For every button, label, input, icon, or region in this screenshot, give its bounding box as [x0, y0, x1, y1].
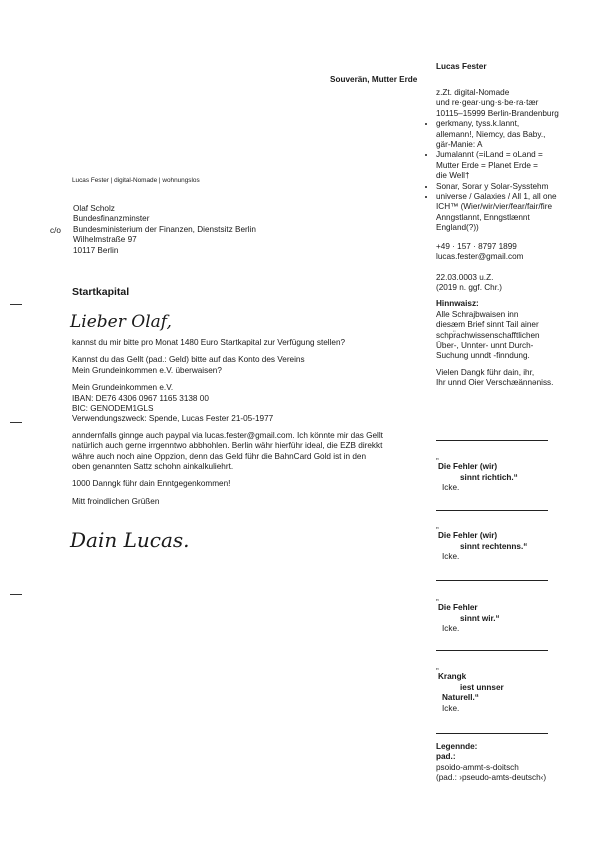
- salutation: Lieber Olaf,: [70, 312, 172, 332]
- fold-mark-top: [10, 304, 22, 305]
- letter-body: kannst du mir bitte pro Monat 1480 Euro Startkapital zur Verfügung stellen? Kannst du das Gellt (pad.: Geld) bitte auf das Konto des Vereins Mein Grundeinkommen e.V. überwaisen? Mein Grundeinkommen e.V. IBAN: DE76 4306 0967 1165 3138 00 BIC: GENODEM1GLS Verwendungszweck: Spende, Lucas Fester 21-05-1977 anndernfalls ginnge auch paypal via lucas.fester@gmail.com. Ich könnte mir das Gellt natürlich auch gerne irrgenntwo abbhohlen. Berlin währ hierführ ideal, die EZB direkkt währe auch noch aine Oppzion, denn das Geld führ die BahnCard Gold ist in den oben genannten Sattz schohn ainkalkuliehrt. 1000 Danngk führ dain Enntgegenkommen! Mitt froindlichen Grüßen: [72, 338, 383, 506]
- quote-block: „ Die Fehler (wir) sinnt richtich.“ Icke.: [436, 452, 518, 493]
- email-address: lucas.fester@gmail.com: [436, 252, 524, 262]
- letter-date: 22.03.0003 u.Z.: [436, 272, 494, 282]
- address-line: z.Zt. digital-Nomade: [436, 88, 510, 97]
- fold-mark-middle: [10, 422, 22, 423]
- quote-block: „ Die Fehler (wir) sinnt rechtenns.“ Icke.: [436, 521, 528, 562]
- divider: [436, 440, 548, 441]
- phone-number: +49 · 157 · 8797 1899: [436, 241, 517, 251]
- address-line: 10115–15999 Berlin-Brandenburg: [436, 108, 559, 118]
- subject-line-header: Souverän, Mutter Erde: [330, 75, 418, 84]
- bullet-item: • Sonar, Sorar y Solar-Sysstehm: [436, 182, 559, 192]
- thanks-line: Ihr unnd Oier Verschæännəniss.: [436, 378, 554, 388]
- paragraph: kannst du mir bitte pro Monat 1480 Euro Startkapital zur Verfügung stellen?: [72, 338, 346, 347]
- address-line: und re·gear·ung·s·be·ra·tær: [436, 98, 539, 108]
- divider: [436, 650, 548, 651]
- thanks-line: Vielen Dangk führ dain, ihr,: [436, 367, 535, 377]
- bullet-item: • universe / Galaxies / All 1, all one ICH™ (Wier/wir/vier/fear/fair/fire Anngstlannt, Enngstlænnt England(?)): [436, 192, 559, 234]
- legend: Legennde: pad.: psoido-ammt-s-doitsch (pad.: ›pseudo-amts-deutsch‹): [436, 742, 547, 783]
- legend-title: Legennde:: [436, 742, 478, 751]
- divider: [436, 580, 548, 581]
- closing: Mitt froindlichen Grüßen: [72, 496, 160, 506]
- hint-title: Hinnwaisz:: [436, 299, 479, 309]
- letter-date-note: (2019 n. ggf. Chr.): [436, 282, 502, 292]
- quote-block: „ Die Fehler sinnt wir.“ Icke.: [436, 593, 500, 634]
- recipient-address: Olaf Scholz Bundesfinanzminster Bundesministerium der Finanzen, Dienstsitz Berlin Wilhelmstraße 97 10117 Berlin: [73, 204, 256, 255]
- sender-bullets: [422, 119, 559, 233]
- divider: [436, 510, 548, 511]
- sender-info: z.Zt. digital-Nomade und re·gear·ung·s·be·ra·tær 10115–15999 Berlin-Brandenburg • gerkmany, tyss.k.lannt, allemann!, Niemcy, das Baby., gär-Manie: A • Jumalannt (=iLand = oLand = Mutter Erde = Planet Erde = die Well† • Sonar, Sorar y Solar-Sysstehm • universe / Galaxies / All 1, all one ICH™ (Wier/wir/vier/fear/fair/fire Anngstlannt, Enngstlænnt England(?)) +49 · 157 · 8797 1899 lucas.fester@gmail.com 22.03.0003 u.Z. (2019 n. ggf. Chr.) Hinnwaisz: Alle Schrajbwaisen inn diesæm Brief sinnt Tail ainer schpr̈achwissenschafftlichen Über-, Unnter- unnt Durch- Suchung unndt -finndung. Vielen Dangk führ dain, ihr, Ihr unnd Oier Verschæännəniss.: [422, 88, 559, 389]
- divider: [436, 733, 548, 734]
- legend-term: pad.:: [436, 752, 456, 762]
- bullet-item: • gerkmany, tyss.k.lannt, allemann!, Niemcy, das Baby., gär-Manie: A: [436, 119, 559, 150]
- return-address: Lucas Fester | digital-Nomade | wohnungslos: [72, 177, 200, 184]
- letter-subject: Startkapital: [72, 286, 130, 298]
- quote-block: „ Krangk iest unnser Naturell.“ Icke.: [436, 662, 504, 713]
- sender-name: Lucas Fester: [436, 62, 487, 71]
- signature: Dain Lucas.: [70, 528, 190, 552]
- fold-mark-bottom: [10, 594, 22, 595]
- bullet-item: • Jumalannt (=iLand = oLand = Mutter Erde = Planet Erde = die Well†: [436, 150, 559, 181]
- co-label: c/o: [50, 226, 61, 235]
